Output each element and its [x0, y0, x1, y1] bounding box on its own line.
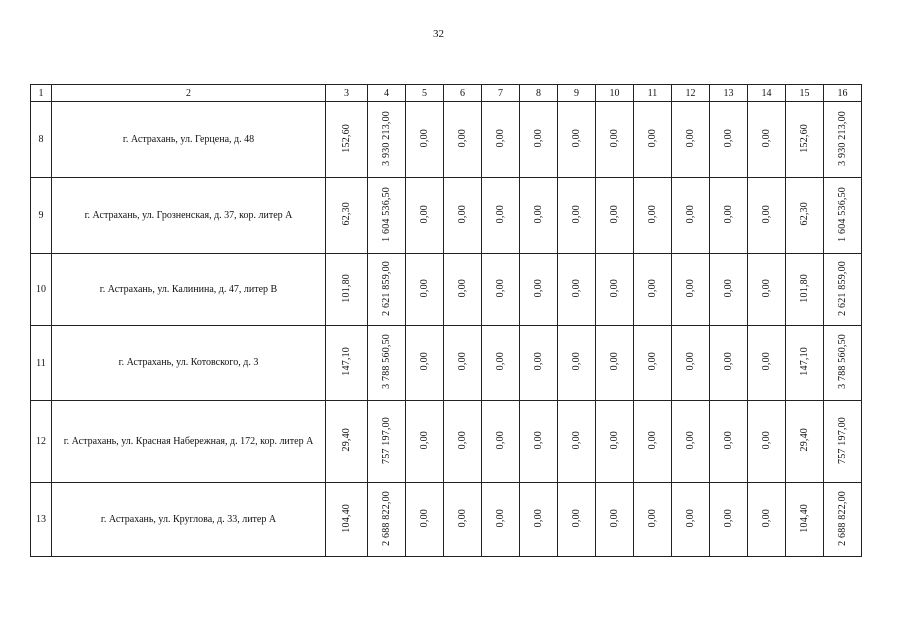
value-cell: 0,00 [647, 204, 658, 224]
cost-cell: 2 621 859,00 [837, 260, 848, 316]
column-header: 15 [786, 85, 824, 102]
column-header: 8 [520, 85, 558, 102]
value-cell: 0,00 [495, 204, 506, 224]
row-number: 9 [31, 178, 52, 254]
header-row [31, 85, 862, 102]
value-cell: 0,00 [761, 204, 772, 224]
value-cell: 0,00 [609, 204, 620, 224]
area-cell: 62,30 [341, 202, 352, 226]
row-number: 12 [31, 401, 52, 483]
value-cell: 0,00 [647, 352, 658, 371]
column-header: 14 [748, 85, 786, 102]
value-cell: 0,00 [419, 352, 430, 371]
address-cell: г. Астрахань, ул. Грозненская, д. 37, кор. литер А [52, 178, 326, 254]
value-cell: 0,00 [685, 128, 696, 148]
value-cell: 0,00 [723, 204, 734, 224]
table-row [31, 178, 862, 254]
value-cell: 0,00 [685, 508, 696, 528]
value-cell: 0,00 [609, 508, 620, 528]
value-cell: 0,00 [571, 508, 582, 528]
value-cell: 0,00 [761, 278, 772, 298]
area-cell: 152,60 [799, 123, 810, 153]
data-table [30, 84, 862, 557]
value-cell: 0,00 [685, 278, 696, 298]
address-cell: г. Астрахань, ул. Калинина, д. 47, литер В [52, 254, 326, 326]
area-cell: 29,40 [799, 428, 810, 452]
value-cell: 0,00 [419, 508, 430, 528]
column-header: 11 [634, 85, 672, 102]
cost-cell: 3 930 213,00 [381, 110, 392, 166]
area-cell: 29,40 [341, 428, 352, 452]
value-cell: 0,00 [609, 128, 620, 148]
address-cell: г. Астрахань, ул. Герцена, д. 48 [52, 102, 326, 178]
area-cell: 147,10 [799, 347, 810, 376]
column-header: 16 [824, 85, 862, 102]
value-cell: 0,00 [419, 128, 430, 148]
table-row [31, 254, 862, 326]
value-cell: 0,00 [533, 204, 544, 224]
value-cell: 0,00 [457, 204, 468, 224]
area-cell: 152,60 [341, 123, 352, 153]
value-cell: 0,00 [685, 430, 696, 450]
column-header: 9 [558, 85, 596, 102]
value-cell: 0,00 [457, 352, 468, 371]
column-header: 5 [406, 85, 444, 102]
table-row [31, 326, 862, 401]
value-cell: 0,00 [647, 508, 658, 528]
column-header: 3 [326, 85, 368, 102]
area-cell: 101,80 [341, 273, 352, 303]
row-number: 8 [31, 102, 52, 178]
column-header: 7 [482, 85, 520, 102]
value-cell: 0,00 [495, 430, 506, 450]
value-cell: 0,00 [457, 278, 468, 298]
page-number: 32 [433, 28, 444, 40]
row-number: 11 [31, 326, 52, 401]
cost-cell: 757 197,00 [381, 416, 392, 464]
value-cell: 0,00 [647, 430, 658, 450]
column-header: 4 [368, 85, 406, 102]
value-cell: 0,00 [533, 508, 544, 528]
value-cell: 0,00 [533, 128, 544, 148]
value-cell: 0,00 [419, 278, 430, 298]
area-cell: 104,40 [799, 503, 810, 533]
cost-cell: 3 930 213,00 [837, 110, 848, 166]
area-cell: 101,80 [799, 273, 810, 303]
value-cell: 0,00 [761, 128, 772, 148]
value-cell: 0,00 [761, 352, 772, 371]
area-cell: 147,10 [341, 347, 352, 376]
column-header: 1 [31, 85, 52, 102]
value-cell: 0,00 [533, 278, 544, 298]
value-cell: 0,00 [685, 204, 696, 224]
area-cell: 62,30 [799, 202, 810, 226]
value-cell: 0,00 [571, 278, 582, 298]
value-cell: 0,00 [723, 128, 734, 148]
column-header: 13 [710, 85, 748, 102]
row-number: 13 [31, 483, 52, 557]
value-cell: 0,00 [571, 128, 582, 148]
column-header: 12 [672, 85, 710, 102]
address-cell: г. Астрахань, ул. Круглова, д. 33, литер А [52, 483, 326, 557]
value-cell: 0,00 [761, 430, 772, 450]
column-header: 6 [444, 85, 482, 102]
cost-cell: 3 788 560,50 [381, 334, 392, 389]
column-header: 2 [52, 85, 326, 102]
address-cell: г. Астрахань, ул. Красная Набережная, д. 172, кор. литер А [52, 401, 326, 483]
value-cell: 0,00 [495, 128, 506, 148]
cost-cell: 2 688 822,00 [381, 490, 392, 546]
value-cell: 0,00 [457, 430, 468, 450]
table-row [31, 401, 862, 483]
value-cell: 0,00 [723, 508, 734, 528]
value-cell: 0,00 [761, 508, 772, 528]
value-cell: 0,00 [723, 352, 734, 371]
value-cell: 0,00 [457, 508, 468, 528]
value-cell: 0,00 [723, 430, 734, 450]
table-row [31, 102, 862, 178]
value-cell: 0,00 [609, 430, 620, 450]
value-cell: 0,00 [571, 352, 582, 371]
value-cell: 0,00 [609, 278, 620, 298]
cost-cell: 3 788 560,50 [837, 334, 848, 389]
row-number: 10 [31, 254, 52, 326]
value-cell: 0,00 [647, 278, 658, 298]
value-cell: 0,00 [457, 128, 468, 148]
value-cell: 0,00 [533, 352, 544, 371]
cost-cell: 1 604 536,50 [837, 186, 848, 242]
value-cell: 0,00 [571, 204, 582, 224]
value-cell: 0,00 [647, 128, 658, 148]
value-cell: 0,00 [723, 278, 734, 298]
cost-cell: 2 621 859,00 [381, 260, 392, 316]
value-cell: 0,00 [495, 352, 506, 371]
value-cell: 0,00 [495, 278, 506, 298]
table-row [31, 483, 862, 557]
cost-cell: 1 604 536,50 [381, 186, 392, 242]
value-cell: 0,00 [571, 430, 582, 450]
column-header: 10 [596, 85, 634, 102]
value-cell: 0,00 [685, 352, 696, 371]
cost-cell: 757 197,00 [837, 416, 848, 464]
address-cell: г. Астрахань, ул. Котовского, д. 3 [52, 326, 326, 401]
value-cell: 0,00 [533, 430, 544, 450]
cost-cell: 2 688 822,00 [837, 490, 848, 546]
value-cell: 0,00 [419, 204, 430, 224]
value-cell: 0,00 [609, 352, 620, 371]
value-cell: 0,00 [419, 430, 430, 450]
value-cell: 0,00 [495, 508, 506, 528]
area-cell: 104,40 [341, 503, 352, 533]
